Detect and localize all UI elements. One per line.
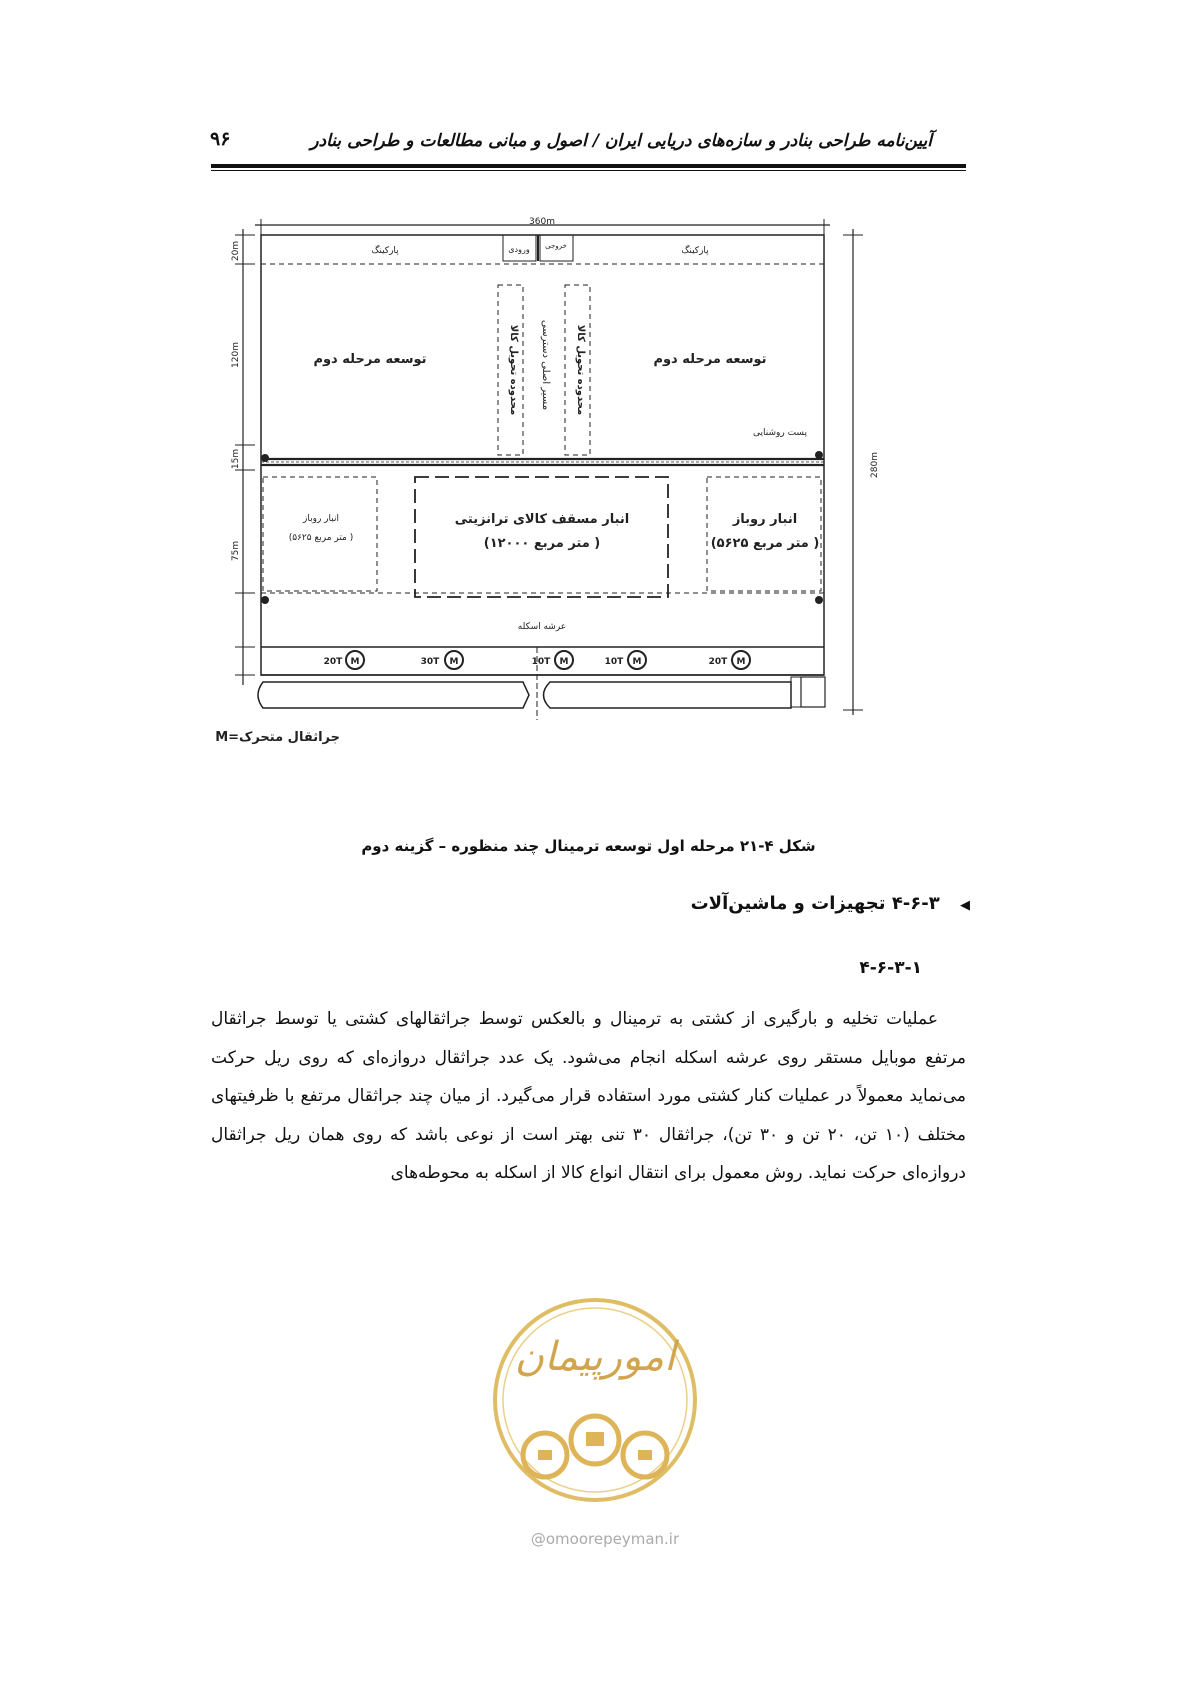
crane-capacity: 20T [323,657,343,667]
dim-width: 360m [529,217,555,227]
label-covered-storage-area: (۱۲۰۰۰ متر مربع ) [483,536,601,551]
crane-marker: M [350,657,360,667]
crane-marker: M [559,657,569,667]
watermark-url: @omoorepeyman.ir [530,1530,680,1548]
label-entrance: ورودی [508,245,530,254]
page-number: ۹۶ [210,128,231,150]
label-covered-storage: انبار مسقف کالای ترانزیتی [454,512,630,527]
label-open-storage-left-area: (۵۶۲۵ متر مربع ) [288,533,354,543]
dim-left-120m: 120m [231,342,241,368]
label-light-post: پست روشنایی [753,428,807,438]
paragraph-text: عملیات تخلیه و بارگیری از کشتی به ترمینال و بالعکس توسط جراثقالهای کشتی یا توسط جراثقال مرتفع موبایل مستقر روی عرشه اسکله انجام می‌شود. یک عدد جراثقال دروازه‌ای که روی ریل حرکت می‌نماید معمولاً در عملیات کنار کشتی مورد استفاده قرار می‌گیرد. از میان چند جراثقال مرتفع با ظرفیتهای مختلف (۱۰ تن، ۲۰ تن و ۳۰ تن)، جراثقال ۳۰ تنی بهتر است از نوعی باشد که روی همان ریل جراثقال دروازه‌ای حرکت نماید. روش معمول برای انتقال انواع کالا از اسکله به محوطه‌های [211,1009,967,1183]
crane-marker: M [449,657,459,667]
section-number: ۴-۶-۳ [891,893,940,914]
label-phase2-right: توسعه مرحله دوم [653,352,767,367]
crane-capacity: 10T [531,657,551,667]
dim-left-20m: 20m [231,240,241,262]
dim-height: 280m [870,452,880,478]
label-open-storage-right-area: (۵۶۲۵ متر مربع ) [710,536,820,551]
figure-caption: شکل ۴-۲۱ مرحله اول توسعه ترمینال چند منظوره – گزینه دوم [361,837,816,855]
body-paragraph [211,1000,966,1193]
label-main-access: مسیر اصلی دسترسی [540,319,551,411]
running-header-title: آیین‌نامه طراحی بنادر و سازه‌های دریایی ایران / اصول و مبانی مطالعات و طراحی بنادر [310,131,932,151]
light-post-marker [815,451,823,459]
crane-marker: M [632,657,642,667]
svg-text:امورپیمان: امورپیمان [514,1334,676,1380]
label-exit: خروجی [545,242,567,250]
crane-20t-right [709,651,750,669]
watermark-seal-logo [490,1290,700,1520]
label-phase2-left: توسعه مرحله دوم [313,352,427,367]
crane-capacity: 20T [708,657,728,667]
crane-capacity: 10T [604,657,624,667]
label-parking-left: پارکینگ [371,246,399,256]
header-rule-thick [211,164,966,168]
crane-10t-left [532,651,573,669]
section-title: تجهیزات و ماشین‌آلات [690,893,886,914]
crane-30t [421,651,463,669]
crane-capacity: 30T [420,657,440,667]
label-parking-right: پارکینگ [681,246,709,256]
legend-crane: جراثقال متحرک=M [215,730,340,745]
light-post-marker [261,454,269,462]
light-post-marker [261,596,269,604]
triangle-bullet-icon: ◀ [960,898,970,913]
section-heading [691,893,970,914]
crane-20t-left [324,651,364,669]
dim-left-15m: 15m [231,448,241,470]
subsection-number: ۴-۶-۳-۱ [859,958,922,978]
label-open-storage-left: انبار روباز [303,514,339,524]
crane-marker: M [736,657,746,667]
dim-left-75m: 75m [231,540,241,562]
label-delivery-left: محدوده تحویل کالا [508,324,519,416]
light-post-marker [815,596,823,604]
terminal-layout-diagram [215,215,945,805]
label-delivery-right: محدوده تحویل کالا [575,324,586,416]
label-open-storage-right: انبار روباز [732,512,798,527]
crane-10t-right [605,651,646,669]
label-wharf-deck: عرشه اسکله [517,622,567,632]
header-rule-thin [211,170,966,171]
